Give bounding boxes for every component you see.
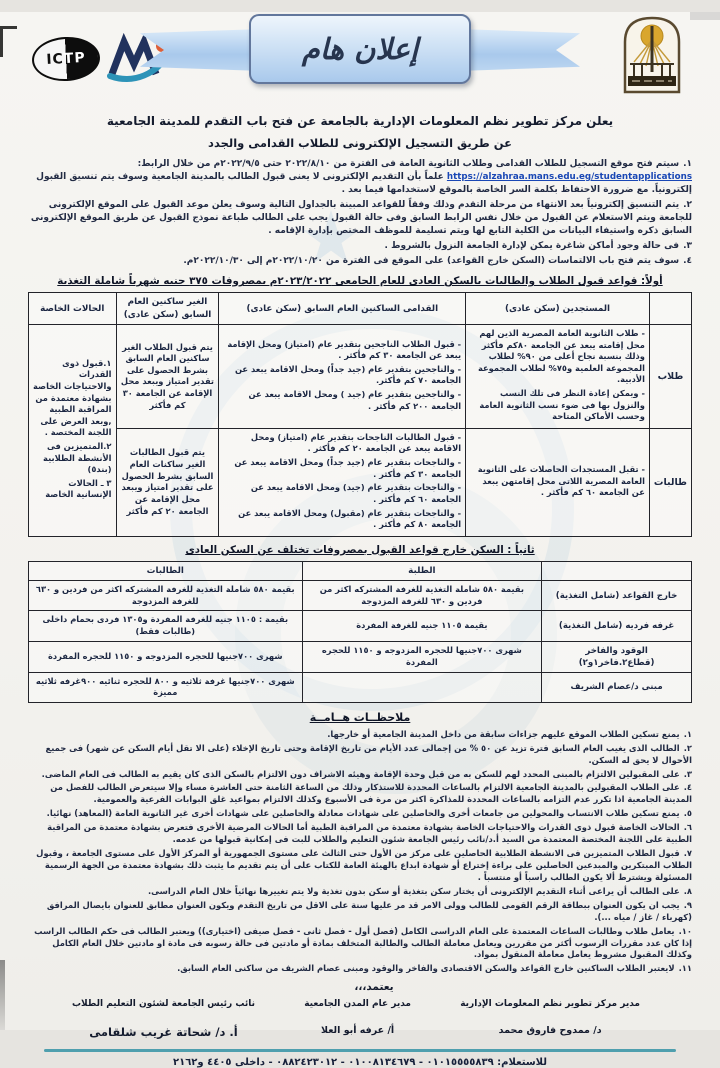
intro-item [28, 199, 692, 238]
rules-column-header [649, 293, 691, 325]
table-cell-line: - والناجحات بتقدير عام (جيد جداً) ومحل الاقامة يبعد عن الجامعة ٣٠ كم فأكثر . [234, 457, 462, 479]
note-item [28, 743, 692, 767]
ictp-logo-icon [31, 35, 101, 82]
female-fees-cell: بقيمة : ١١٠٥ جنيه للغرفة المفردة و١٣٠٥ فردى بحمام داخلى (طالبات فقط) [29, 611, 303, 641]
male-fees-cell [302, 672, 542, 702]
notes-list [28, 729, 692, 976]
rules-table [28, 292, 692, 536]
note-number: ٩. [683, 899, 692, 910]
table-row [29, 641, 692, 672]
note-text: على الطلاب المقبولين بالمدينة الجامعية الالتزام بالساعات المحددة للاستذكار وذلك من الساعة الثامنة حتى العاشرة مساء وإلا سيتعرض الطالب للفصل من المدينة الجامعية اذا تكرر عدم التزامه بالساعات المحددة للمذاكرة اكثر من مرة فى الأسبوع وكذلك الالتزام بمواعيد غلق البوابات الفرعية والعمومية. [50, 782, 692, 805]
note-number: ٥. [683, 808, 692, 819]
table-cell-line: - ويمكن إعادة النظر فى تلك النسب والنزول بها فى ضوء نسب الثانوية العامة وحسب الأماكن المتاحة [479, 388, 645, 422]
signature-row [28, 993, 692, 1039]
newcomers-cell [466, 325, 650, 429]
table-cell-line: - والناجحات بتقدير عام (جيد) ومحل الاقامة يبعد عن الجامعة ٦٠ كم فأكثر . [250, 482, 462, 504]
document-header [28, 12, 692, 104]
note-text: يمنع تسكين طلاب الانتساب والمحولين من جامعات أخرى والحاصلين على شهادات معادلة والحاصلين على شهادات أخرى غير الثانوية العامة (المعاهد) نهائيا. [46, 808, 680, 819]
rules-column-header: القدامى الساكنين العام السابق (سكن عادى) [219, 293, 466, 325]
note-text: على الطالب أن يراعى أثناء التقديم الإلكترونى أن يختار سكن بتغذية أو سكن بدون تغذية ولا يتم تغييرها نهائياً خلال العام الدراسى. [147, 885, 680, 896]
non-residents-cell: يتم قبول الطلاب الغير ساكنين العام السابق بشرط الحصول على تقدير امتياز ويبعد محل الإقامة عن الجامعة ٣٠ كم فأكثر [116, 325, 219, 429]
previous-residents-cell [219, 325, 466, 429]
female-fees-cell: بقيمة ٥٨٠ شاملة التغذية للغرفة المشتركه اكثر من فردين و ٦٣٠ للغرفة المزدوجة [29, 581, 303, 611]
signatory-title: نائب رئيس الجامعة لشئون التعليم الطلاب [72, 999, 255, 1010]
intro-item [28, 158, 692, 197]
female-fees-cell: شهرى ٧٠٠جنيها غرفة ثلاثيه و ٨٠٠ للحجره ثنائيه ٩٠٠غرفه ثلاثيه مميزة [29, 672, 303, 702]
note-item [28, 900, 692, 924]
table-row [29, 611, 692, 641]
note-item [28, 886, 692, 898]
intro-item-text: يتم التنسيق إلكترونياً بعد الانتهاء من مرحلة التقدم وذلك وفقاً للقواعد المبينة بالجداول التالية وسوف يعلن موعد القبول على الموقع الإلكترونى للجامعة ويتم الاستعلام عن القبول من خلال نفس الرابط السابق وفى حالة القبول يجب على الطالب طباعة نموذج القبول عن طريق الموقع الإلكترونى السابق ذكره واستيفاء البيانات من الكلية التابع لها ويتم تسليمة للموظف المختص بإدارة الإقامه . [30, 200, 692, 237]
fees-column-header [542, 561, 692, 580]
note-item [28, 822, 692, 846]
note-number: ٦. [683, 822, 692, 833]
category-cell: طالبات [649, 428, 691, 536]
signatory-title: مدير مركز تطوير نظم المعلومات الإدارية [460, 999, 640, 1010]
table-cell-line: - قبول الطلاب الناجحين بتقدير عام (امتياز) ومحل الإقامة يبعد عن الجامعة ٣٠ كم فأكثر . [227, 338, 462, 361]
ictp-logo-text-right: TP [63, 49, 87, 68]
note-item [28, 926, 692, 962]
table-cell-line: - والناجحين بتقدير عام (جيد ) ومحل الاقامة يبعد عن الجامعة ٢٠٠ كم فأكثر . [248, 389, 462, 411]
signatory-name: أ/ عرفه أبو العلا [320, 1025, 395, 1037]
announcement-page [0, 12, 720, 1068]
note-number: ٣. [683, 768, 692, 779]
male-fees-cell: بقيمة ١١٠٥ جنيه للغرفة المفردة [302, 611, 542, 641]
note-item [28, 729, 692, 741]
note-item [28, 782, 692, 806]
intro-item [28, 240, 692, 253]
note-text: الطالب الذى يغيب العام السابق فترة تزيد عن ٥٠ % من إجمالى عدد الأيام من تاريخ الإقامة وحتى تاريخ الإخلاء (على الا تقل أيام السكن عن شهر) فى جميع الأحوال لا يحق له السكن. [45, 742, 692, 765]
table-cell-line: - قبول الطالبات الناجحات بتقدير عام (امتياز) ومحل الاقامة يبعد عن الجامعة ٢٠ كم فأكثر . [250, 431, 462, 454]
intro-list [28, 158, 692, 268]
intro-item-number: ١. [683, 159, 692, 169]
special-cases-cell [29, 325, 117, 537]
intro-item-number: ٤. [683, 256, 692, 267]
rules-table-body [29, 325, 692, 537]
signatory-title: مدير عام المدن الجامعية [304, 999, 411, 1010]
newcomers-cell [466, 428, 650, 536]
table-row [29, 672, 692, 702]
note-number: ١١. [678, 963, 692, 974]
note-text: على المقبولين الالتزام بالمبنى المحدد لهم للسكن به من قبل وحدة الإقامة وهيئه الاشراف دون الالتزام بالسكن الذى كان يقيم به الطالب فى العام الماضى. [41, 768, 680, 779]
inquiries-line: للاستعلام: ٠١٠١٥٥٥٥٨٣٩ - ٠١٠٠٨١٣٤٦٧٩ - ٠٨٨٢٤٢٣٠١٢ - داخلى ٤٤٠٥ و٢١٦٢ [173, 1057, 547, 1068]
table-cell-line: - طلاب الثانوية العامة المصرية الذين لهم محل إقامته يبعد عن الجامعة ٨٠كم فأكثر وذلك بنسبة نجاح أعلى من ٩٠% لطلاب المجموعة العلمية و٧٥% لطلاب المجموعة الأدبية. [477, 328, 645, 385]
category-cell: طلاب [649, 325, 691, 429]
table-row [29, 581, 692, 611]
rules-column-header: الغير ساكنين العام السابق (سكن عادى) [116, 293, 219, 325]
signatory [304, 999, 411, 1039]
note-number: ٨. [683, 885, 692, 896]
signatory [72, 999, 255, 1039]
note-number: ٢. [683, 742, 692, 753]
note-item [28, 963, 692, 975]
section2-heading: ثانياً : السكن خارج قواعد القبول بمصروفات تختلف عن السكن العادى [185, 543, 535, 556]
table-cell-line: ٢.المتميزين فى الأنشطة الطلابية (بند٥) [43, 440, 112, 475]
main-title-line1: يعلن مركز تطوير نظم المعلومات الإدارية بالجامعة عن فتح باب التقدم للمدينة الجامعية [106, 114, 614, 128]
intro-item-text: سوف يتم فتح باب الالتماسات (السكن خارج القواعد) على الموقع فى الفترة من ٢٠٢٢/١٠/٢٠م إلى ٢٠٢٢/١٠/٣٠م. [183, 256, 680, 267]
section1-heading: أولاً: قواعد قبول الطلاب والطالبات بالسكن العادى للعام الجامعى ٢٠٢٣/٢٠٢٢م بمصروفات ٣٧٥ جنيه شهرياً شاملة التغذية [57, 275, 663, 288]
fees-row-label: غرفه فرديه (شامل التغذية) [542, 611, 692, 641]
table-cell-line: - والناجحين بتقدير عام (جيد جداً) ومحل الاقامة يبعد عن الجامعة ٧٠ كم فأكثر. [234, 363, 462, 386]
female-fees-cell: شهرى ٧٠٠جنيها للحجره المزدوجه و ١١٥٠ للحجره المفردة [29, 641, 303, 672]
banner-box [249, 14, 471, 84]
main-title-line2: عن طريق التسجيل الإلكترونى للطلاب القدامى والجدد [208, 136, 512, 150]
registration-link[interactable]: https://alzahraa.mans.edu.eg/studentapplications [446, 172, 692, 183]
announcement-banner [140, 14, 580, 86]
fees-table [28, 561, 692, 703]
table-row [29, 428, 692, 536]
fees-row-label: مبنى د/عصام الشريف [542, 672, 692, 702]
non-residents-cell: يتم قبول الطالبات الغير ساكنات العام السابق بشرط الحصول على تقدير امتياز ويبعد محل الإقامة عن الجامعة ٢٠ كم فأكثر [116, 428, 219, 536]
table-row [29, 325, 692, 429]
university-emblem-icon [620, 12, 684, 100]
intro-item [28, 255, 692, 268]
fees-row-label: خارج القواعد (شامل التغذية) [542, 581, 692, 611]
fees-row-label: الوقود والفاخر (قطاع٢.فاخر١و٢) [542, 641, 692, 672]
footer-divider [44, 1049, 676, 1052]
note-number: ١٠. [678, 925, 692, 936]
fees-column-header: الطلبة [302, 561, 542, 580]
rules-header-row [29, 293, 692, 325]
signatory [460, 999, 640, 1039]
note-text: لايعتبر الطلاب الساكنين خارج القواعد والسكن الاقتصادى والفاخر والوقود ومبنى عصام الشريف من ساكنى العام السابق. [177, 963, 675, 974]
male-fees-cell: بقيمة ٥٨٠ شاملة التغذية للغرفة المشتركه اكثر من فردين و ٦٣٠ للغرفة المزدوجة [302, 581, 542, 611]
intro-item-number: ٢. [683, 200, 692, 211]
fees-table-head [29, 561, 692, 580]
intro-item-number: ٣. [683, 241, 692, 252]
banner-title: إعلان هام [301, 32, 419, 66]
fees-header-row [29, 561, 692, 580]
note-number: ٧. [683, 848, 692, 859]
fees-table-body [29, 581, 692, 703]
notes-heading: ملاحظــات هــامــة [309, 710, 411, 724]
note-text: يعامل طلاب وطالبات الساعات المعتمدة على العام الدراسى الكامل (فصل أول - فصل ثانى - فصل صيفى (اختيارى)) ويعتبر الطالب فى حكم الطالب الراسب إذا كان عدد مقررات الرسوب أكثر من مقررين ويعامل معاملة الطالب والطالبة المتخلف بمادة أو مادتين فى حالة رسوبه فى مادة او مادتين خلال العام الكامل وكذلك المقبول مشروط يعامل معاملة المنقول بمواد. [34, 925, 692, 960]
ictp-logo-text-left: IC [45, 51, 65, 69]
fees-column-header: الطالبات [29, 561, 303, 580]
table-cell-line: ١.قبول ذوى القدرات والاحتياجات الخاصة بشهادة معتمدة من المراقبة الطبية ,وبعد العرض على اللجنة المختصة . [33, 357, 112, 438]
note-item [28, 848, 692, 884]
signatory-name: د/ ممدوح فاروق محمد [498, 1025, 602, 1037]
intro-item-text: فى حالة وجود أماكن شاغرة يمكن لإدارة الجامعة النزول بالشروط . [384, 241, 680, 252]
table-cell-line: - والناجحات بتقدير عام (مقبول) ومحل الاقامة يبعد عن الجامعة ٨٠ كم فأكثر . [238, 507, 462, 530]
rules-column-header: المستجدين (سكن عادى) [466, 293, 650, 325]
note-text: قبول الطلاب المتميزين فى الانشطة الطلابية الحاصلين على مركز من الأول حتى الثالث على مستوى الجمهورية أو المركز الأول على مستوى الجامعة ، وقبول الطلاب المبتكرين والمبدعين الحاصلين على براءة إختراع أو شهادة ابداع بالهيئة العامة للكتاب على أن يتم تقديم ما يثبت ذلك بشهادة معتمدة من الجهة الرسمية المسئولة ويشترط ألا يكون الطالب راسباً أو منتسباً . [36, 848, 692, 882]
male-fees-cell: شهرى ٧٠٠جنيها للحجره المزدوجه و ١١٥٠ للحجره المفردة [302, 641, 542, 672]
note-text: الحالات الخاصة قبول ذوى القدرات والاحتياجات الخاصة بشهادة معتمدة من المراقبة الطبية أما الحالات المرضية الأخرى فتعرض بشهادة معتمدة من المراقبة الطبية على اللجنة المختصة المعتمدة من السيد أ.د/نائب رئيس الجامعة شئون التعليم والطلاب للبت فى إمكانية قبولها من عدمه. [47, 822, 692, 845]
note-item [28, 769, 692, 781]
signatory-name: أ. د/ شحاتة غريب شلقامى [89, 1025, 238, 1040]
table-cell-line: ٣ ـ الحالات الإنسانية الخاصة [45, 477, 112, 500]
note-item [28, 808, 692, 820]
previous-residents-cell [219, 428, 466, 536]
table-cell-line: - تقبل المستجدات الحاصلات على الثانوية العامة المصرية اللاتى محل إقامتهن يبعد عن الجامعة ٦٠ كم فأكثر . [477, 463, 645, 498]
approval-label: يعتمد،،، [354, 981, 394, 994]
rules-table-head [29, 293, 692, 325]
note-number: ١. [683, 728, 692, 739]
note-text: يمنع تسكين الطلاب الموقع عليهم جزاءات سابقة من داخل المدينة الجامعية أو خارجها. [327, 728, 680, 739]
note-number: ٤. [683, 782, 692, 793]
rules-column-header: الحالات الخاصة [29, 293, 117, 325]
note-text: يجب ان يكون العنوان ببطاقة الرقم القومى للطالب وولى الامر قد مر عليها سنة على الاقل من تاريخ التقدم ويكون العنوان مطابق للعنوان بايصال المرافق (كهرباء / غاز / مياه ...). [46, 899, 692, 922]
intro-item-text: سيتم فتح موقع التسجيل للطلاب القدامى وطلاب الثانوية العامة فى الفترة من ٢٠٢٢/٨/١٠ حتى ٢٠٢٢/٩/٥م من خلال الرابط: https://alzahraa.mans.edu.eg/studentapplications علماً بأن التقديم الإلكترونى لا يعنى قبول الطالب بالمدينة الجامعية وسوف يتم تنسيق القبول إلكترونياً. مع ضرورة الاحتفاظ بكلمة السر الخاصة بالموقع لاستخدامها فيما بعد . [36, 159, 692, 196]
